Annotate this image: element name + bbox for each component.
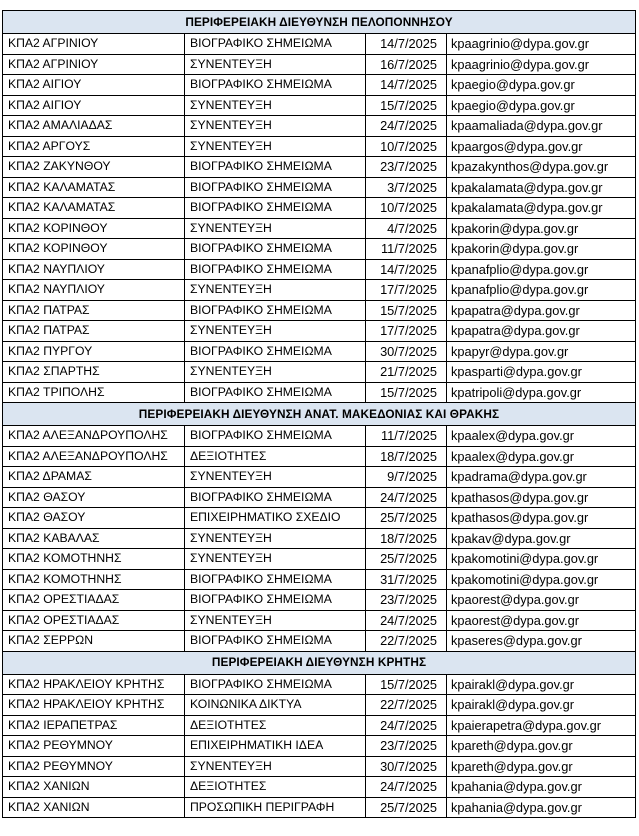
date-cell: 31/7/2025 — [366, 569, 447, 590]
table-row — [3, 797, 636, 818]
date-cell: 22/7/2025 — [366, 695, 447, 716]
table-row — [3, 259, 636, 280]
table-row — [3, 715, 636, 736]
email-cell: kpathasos@dypa.gov.gr — [447, 487, 636, 508]
office-cell: ΚΠΑ2 ΧΑΝΙΩΝ — [3, 777, 185, 798]
office-cell: ΚΠΑ2 ΟΡΕΣΤΙΑΔΑΣ — [3, 590, 185, 611]
session-type-cell: ΣΥΝΕΝΤΕΥΞΗ — [185, 218, 366, 239]
email-cell: kpairakl@dypa.gov.gr — [447, 674, 636, 695]
office-cell: ΚΠΑ2 ΟΡΕΣΤΙΑΔΑΣ — [3, 610, 185, 631]
email-cell: kpakomotini@dypa.gov.gr — [447, 549, 636, 570]
date-cell: 11/7/2025 — [366, 239, 447, 260]
date-cell: 15/7/2025 — [366, 382, 447, 403]
session-type-cell: ΒΙΟΓΡΑΦΙΚΟ ΣΗΜΕΙΩΜΑ — [185, 674, 366, 695]
email-cell: kpaargos@dypa.gov.gr — [447, 136, 636, 157]
session-type-cell: ΔΕΞΙΟΤΗΤΕΣ — [185, 446, 366, 467]
session-type-cell: ΒΙΟΓΡΑΦΙΚΟ ΣΗΜΕΙΩΜΑ — [185, 177, 366, 198]
email-cell: kpaalex@dypa.gov.gr — [447, 426, 636, 447]
date-cell: 30/7/2025 — [366, 756, 447, 777]
date-cell: 24/7/2025 — [366, 116, 447, 137]
session-type-cell: ΣΥΝΕΝΤΕΥΞΗ — [185, 756, 366, 777]
office-cell: ΚΠΑ2 ΙΕΡΑΠΕΤΡΑΣ — [3, 715, 185, 736]
email-cell: kpaseres@dypa.gov.gr — [447, 631, 636, 652]
office-cell: ΚΠΑ2 ΑΛΕΞΑΝΔΡΟΥΠΟΛΗΣ — [3, 446, 185, 467]
table-row — [3, 177, 636, 198]
date-cell: 4/7/2025 — [366, 218, 447, 239]
table-row — [3, 467, 636, 488]
email-cell: kpasparti@dypa.gov.gr — [447, 362, 636, 383]
table-row — [3, 341, 636, 362]
office-cell: ΚΠΑ2 ΡΕΘΥΜΝΟΥ — [3, 756, 185, 777]
date-cell: 10/7/2025 — [366, 198, 447, 219]
office-cell: ΚΠΑ2 ΑΓΡΙΝΙΟΥ — [3, 54, 185, 75]
date-cell: 18/7/2025 — [366, 528, 447, 549]
email-cell: kpaamaliada@dypa.gov.gr — [447, 116, 636, 137]
session-type-cell: ΔΕΞΙΟΤΗΤΕΣ — [185, 715, 366, 736]
table-row — [3, 590, 636, 611]
session-type-cell: ΒΙΟΓΡΑΦΙΚΟ ΣΗΜΕΙΩΜΑ — [185, 34, 366, 55]
session-type-cell: ΒΙΟΓΡΑΦΙΚΟ ΣΗΜΕΙΩΜΑ — [185, 75, 366, 96]
table-row — [3, 382, 636, 403]
session-type-cell: ΒΙΟΓΡΑΦΙΚΟ ΣΗΜΕΙΩΜΑ — [185, 569, 366, 590]
office-cell: ΚΠΑ2 ΚΟΜΟΤΗΝΗΣ — [3, 569, 185, 590]
date-cell: 21/7/2025 — [366, 362, 447, 383]
table-row — [3, 674, 636, 695]
table-row — [3, 239, 636, 260]
email-cell: kpaagrinio@dypa.gov.gr — [447, 34, 636, 55]
table-row — [3, 75, 636, 96]
office-cell: ΚΠΑ2 ΘΑΣΟΥ — [3, 508, 185, 529]
section-title: ΠΕΡΙΦΕΡΕΙΑΚΗ ΔΙΕΥΘΥΝΣΗ ΑΝΑΤ. ΜΑΚΕΔΟΝΙΑΣ ΚΑΙ ΘΡΑΚΗΣ — [3, 403, 636, 426]
office-cell: ΚΠΑ2 ΑΛΕΞΑΝΔΡΟΥΠΟΛΗΣ — [3, 426, 185, 447]
office-cell: ΚΠΑ2 ΑΙΓΙΟΥ — [3, 95, 185, 116]
office-cell: ΚΠΑ2 ΑΙΓΙΟΥ — [3, 75, 185, 96]
office-cell: ΚΠΑ2 ΣΕΡΡΩΝ — [3, 631, 185, 652]
table-row — [3, 695, 636, 716]
table-row — [3, 198, 636, 219]
office-cell: ΚΠΑ2 ΚΟΡΙΝΘΟΥ — [3, 239, 185, 260]
email-cell: kpanafplio@dypa.gov.gr — [447, 280, 636, 301]
date-cell: 14/7/2025 — [366, 34, 447, 55]
session-type-cell: ΣΥΝΕΝΤΕΥΞΗ — [185, 116, 366, 137]
email-cell: kpahania@dypa.gov.gr — [447, 797, 636, 818]
office-cell: ΚΠΑ2 ΚΟΡΙΝΘΟΥ — [3, 218, 185, 239]
table-row — [3, 157, 636, 178]
section-header-row — [3, 403, 636, 426]
session-type-cell: ΒΙΟΓΡΑΦΙΚΟ ΣΗΜΕΙΩΜΑ — [185, 239, 366, 260]
session-type-cell: ΒΙΟΓΡΑΦΙΚΟ ΣΗΜΕΙΩΜΑ — [185, 590, 366, 611]
table-row — [3, 95, 636, 116]
office-cell: ΚΠΑ2 ΑΓΡΙΝΙΟΥ — [3, 34, 185, 55]
session-type-cell: ΒΙΟΓΡΑΦΙΚΟ ΣΗΜΕΙΩΜΑ — [185, 382, 366, 403]
date-cell: 24/7/2025 — [366, 715, 447, 736]
date-cell: 10/7/2025 — [366, 136, 447, 157]
table-row — [3, 426, 636, 447]
office-cell: ΚΠΑ2 ΝΑΥΠΛΙΟΥ — [3, 280, 185, 301]
date-cell: 25/7/2025 — [366, 549, 447, 570]
date-cell: 15/7/2025 — [366, 674, 447, 695]
date-cell: 14/7/2025 — [366, 259, 447, 280]
office-cell: ΚΠΑ2 ΠΑΤΡΑΣ — [3, 300, 185, 321]
table-row — [3, 756, 636, 777]
table-row — [3, 508, 636, 529]
session-type-cell: ΠΡΟΣΩΠΙΚΗ ΠΕΡΙΓΡΑΦΗ — [185, 797, 366, 818]
section-header-row — [3, 11, 636, 34]
table-row — [3, 321, 636, 342]
session-type-cell: ΕΠΙΧΕΙΡΗΜΑΤΙΚΗ ΙΔΕΑ — [185, 736, 366, 757]
date-cell: 17/7/2025 — [366, 280, 447, 301]
email-cell: kpairakl@dypa.gov.gr — [447, 695, 636, 716]
session-type-cell: ΣΥΝΕΝΤΕΥΞΗ — [185, 362, 366, 383]
date-cell: 23/7/2025 — [366, 590, 447, 611]
date-cell: 18/7/2025 — [366, 446, 447, 467]
session-type-cell: ΒΙΟΓΡΑΦΙΚΟ ΣΗΜΕΙΩΜΑ — [185, 300, 366, 321]
date-cell: 22/7/2025 — [366, 631, 447, 652]
session-type-cell: ΔΕΞΙΟΤΗΤΕΣ — [185, 777, 366, 798]
email-cell: kpazakynthos@dypa.gov.gr — [447, 157, 636, 178]
date-cell: 14/7/2025 — [366, 75, 447, 96]
date-cell: 23/7/2025 — [366, 736, 447, 757]
email-cell: kpapatra@dypa.gov.gr — [447, 321, 636, 342]
email-cell: kpareth@dypa.gov.gr — [447, 756, 636, 777]
session-type-cell: ΒΙΟΓΡΑΦΙΚΟ ΣΗΜΕΙΩΜΑ — [185, 198, 366, 219]
email-cell: kpathasos@dypa.gov.gr — [447, 508, 636, 529]
office-cell: ΚΠΑ2 ΚΟΜΟΤΗΝΗΣ — [3, 549, 185, 570]
office-cell: ΚΠΑ2 ΑΜΑΛΙΑΔΑΣ — [3, 116, 185, 137]
office-cell: ΚΠΑ2 ΝΑΥΠΛΙΟΥ — [3, 259, 185, 280]
email-cell: kpakalamata@dypa.gov.gr — [447, 198, 636, 219]
session-type-cell: ΣΥΝΕΝΤΕΥΞΗ — [185, 95, 366, 116]
section-title: ΠΕΡΙΦΕΡΕΙΑΚΗ ΔΙΕΥΘΥΝΣΗ ΚΡΗΤΗΣ — [3, 651, 636, 674]
session-type-cell: ΒΙΟΓΡΑΦΙΚΟ ΣΗΜΕΙΩΜΑ — [185, 259, 366, 280]
office-cell: ΚΠΑ2 ΚΑΛΑΜΑΤΑΣ — [3, 198, 185, 219]
office-cell: ΚΠΑ2 ΠΥΡΓΟΥ — [3, 341, 185, 362]
session-type-cell: ΣΥΝΕΝΤΕΥΞΗ — [185, 54, 366, 75]
date-cell: 15/7/2025 — [366, 300, 447, 321]
email-cell: kpahania@dypa.gov.gr — [447, 777, 636, 798]
email-cell: kpaegio@dypa.gov.gr — [447, 75, 636, 96]
email-cell: kpapyr@dypa.gov.gr — [447, 341, 636, 362]
table-row — [3, 116, 636, 137]
table-row — [3, 569, 636, 590]
office-cell: ΚΠΑ2 ΗΡΑΚΛΕΙΟΥ ΚΡΗΤΗΣ — [3, 695, 185, 716]
session-type-cell: ΣΥΝΕΝΤΕΥΞΗ — [185, 280, 366, 301]
date-cell: 25/7/2025 — [366, 508, 447, 529]
schedule-table — [2, 10, 636, 818]
table-row — [3, 777, 636, 798]
office-cell: ΚΠΑ2 ΣΠΑΡΤΗΣ — [3, 362, 185, 383]
date-cell: 24/7/2025 — [366, 777, 447, 798]
table-row — [3, 34, 636, 55]
office-cell: ΚΠΑ2 ΚΑΒΑΛΑΣ — [3, 528, 185, 549]
office-cell: ΚΠΑ2 ΑΡΓΟΥΣ — [3, 136, 185, 157]
email-cell: kpanafplio@dypa.gov.gr — [447, 259, 636, 280]
date-cell: 3/7/2025 — [366, 177, 447, 198]
office-cell: ΚΠΑ2 ΘΑΣΟΥ — [3, 487, 185, 508]
date-cell: 24/7/2025 — [366, 610, 447, 631]
session-type-cell: ΒΙΟΓΡΑΦΙΚΟ ΣΗΜΕΙΩΜΑ — [185, 631, 366, 652]
session-type-cell: ΣΥΝΕΝΤΕΥΞΗ — [185, 528, 366, 549]
table-row — [3, 218, 636, 239]
email-cell: kpaierapetra@dypa.gov.gr — [447, 715, 636, 736]
table-row — [3, 300, 636, 321]
section-title: ΠΕΡΙΦΕΡΕΙΑΚΗ ΔΙΕΥΘΥΝΣΗ ΠΕΛΟΠΟΝΝΗΣΟΥ — [3, 11, 636, 34]
table-row — [3, 446, 636, 467]
session-type-cell: ΕΠΙΧΕΙΡΗΜΑΤΙΚΟ ΣΧΕΔΙΟ — [185, 508, 366, 529]
session-type-cell: ΒΙΟΓΡΑΦΙΚΟ ΣΗΜΕΙΩΜΑ — [185, 426, 366, 447]
email-cell: kpatripoli@dypa.gov.gr — [447, 382, 636, 403]
date-cell: 17/7/2025 — [366, 321, 447, 342]
session-type-cell: ΣΥΝΕΝΤΕΥΞΗ — [185, 136, 366, 157]
session-type-cell: ΣΥΝΕΝΤΕΥΞΗ — [185, 549, 366, 570]
session-type-cell: ΣΥΝΕΝΤΕΥΞΗ — [185, 467, 366, 488]
office-cell: ΚΠΑ2 ΖΑΚΥΝΘΟΥ — [3, 157, 185, 178]
email-cell: kpakorin@dypa.gov.gr — [447, 239, 636, 260]
table-row — [3, 610, 636, 631]
email-cell: kpakomotini@dypa.gov.gr — [447, 569, 636, 590]
office-cell: ΚΠΑ2 ΔΡΑΜΑΣ — [3, 467, 185, 488]
date-cell: 30/7/2025 — [366, 341, 447, 362]
session-type-cell: ΣΥΝΕΝΤΕΥΞΗ — [185, 610, 366, 631]
date-cell: 24/7/2025 — [366, 487, 447, 508]
session-type-cell: ΒΙΟΓΡΑΦΙΚΟ ΣΗΜΕΙΩΜΑ — [185, 487, 366, 508]
table-row — [3, 54, 636, 75]
email-cell: kpaalex@dypa.gov.gr — [447, 446, 636, 467]
date-cell: 15/7/2025 — [366, 95, 447, 116]
office-cell: ΚΠΑ2 ΠΑΤΡΑΣ — [3, 321, 185, 342]
table-row — [3, 136, 636, 157]
office-cell: ΚΠΑ2 ΚΑΛΑΜΑΤΑΣ — [3, 177, 185, 198]
session-type-cell: ΚΟΙΝΩΝΙΚΑ ΔΙΚΤΥΑ — [185, 695, 366, 716]
office-cell: ΚΠΑ2 ΧΑΝΙΩΝ — [3, 797, 185, 818]
email-cell: kpareth@dypa.gov.gr — [447, 736, 636, 757]
table-row — [3, 631, 636, 652]
table-row — [3, 736, 636, 757]
table-row — [3, 528, 636, 549]
email-cell: kpaorest@dypa.gov.gr — [447, 610, 636, 631]
date-cell: 25/7/2025 — [366, 797, 447, 818]
table-row — [3, 280, 636, 301]
email-cell: kpakav@dypa.gov.gr — [447, 528, 636, 549]
date-cell: 11/7/2025 — [366, 426, 447, 447]
session-type-cell: ΒΙΟΓΡΑΦΙΚΟ ΣΗΜΕΙΩΜΑ — [185, 341, 366, 362]
date-cell: 9/7/2025 — [366, 467, 447, 488]
table-row — [3, 549, 636, 570]
office-cell: ΚΠΑ2 ΡΕΘΥΜΝΟΥ — [3, 736, 185, 757]
table-row — [3, 487, 636, 508]
email-cell: kpadrama@dypa.gov.gr — [447, 467, 636, 488]
schedule-table-body — [3, 11, 636, 818]
email-cell: kpapatra@dypa.gov.gr — [447, 300, 636, 321]
session-type-cell: ΣΥΝΕΝΤΕΥΞΗ — [185, 321, 366, 342]
email-cell: kpaorest@dypa.gov.gr — [447, 590, 636, 611]
email-cell: kpakorin@dypa.gov.gr — [447, 218, 636, 239]
email-cell: kpaagrinio@dypa.gov.gr — [447, 54, 636, 75]
email-cell: kpakalamata@dypa.gov.gr — [447, 177, 636, 198]
table-row — [3, 362, 636, 383]
office-cell: ΚΠΑ2 ΗΡΑΚΛΕΙΟΥ ΚΡΗΤΗΣ — [3, 674, 185, 695]
office-cell: ΚΠΑ2 ΤΡΙΠΟΛΗΣ — [3, 382, 185, 403]
date-cell: 16/7/2025 — [366, 54, 447, 75]
date-cell: 23/7/2025 — [366, 157, 447, 178]
section-header-row — [3, 651, 636, 674]
email-cell: kpaegio@dypa.gov.gr — [447, 95, 636, 116]
session-type-cell: ΒΙΟΓΡΑΦΙΚΟ ΣΗΜΕΙΩΜΑ — [185, 157, 366, 178]
